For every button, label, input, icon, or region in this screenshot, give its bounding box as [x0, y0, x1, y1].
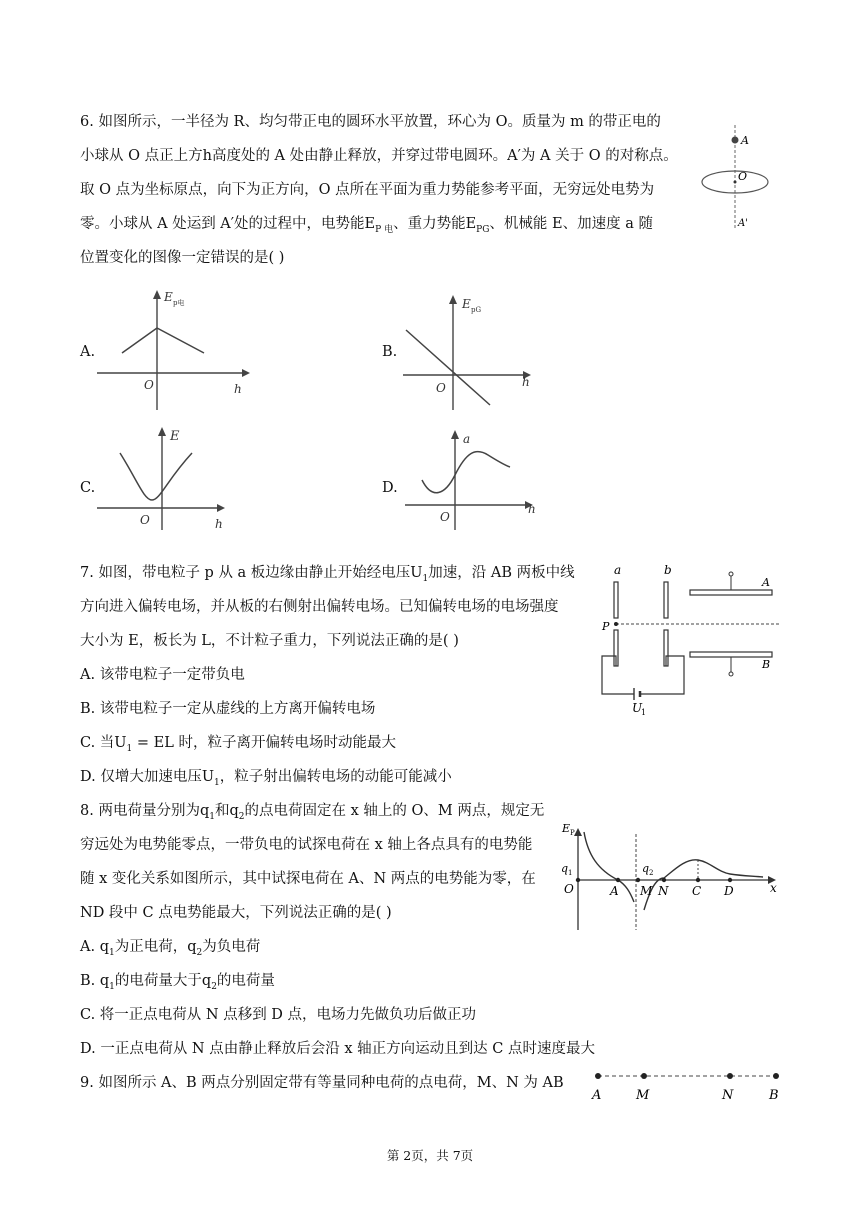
q8-option-b-s1: 1 [109, 981, 115, 992]
q7-line-2: 方向进入偏转电场，并从板的右侧射出偏转电场。已知偏转电场的电场强度 [80, 599, 559, 615]
q7-option-d [80, 767, 452, 793]
q8-option-a [80, 937, 260, 963]
q8-line-1-s1: 1 [209, 811, 215, 822]
q7-option-b: B. 该带电粒子一定从虚线的上方离开偏转电场 [80, 701, 376, 717]
q8-fig-label-c: C [692, 884, 702, 898]
q8-fig-label-n: N [658, 884, 669, 898]
q6-line-1: 6. 如图所示，一半径为 R、均匀带正电的圆环水平放置，环心为 O。质量为 m 的带正电的 [80, 114, 661, 130]
q6-fig-label-a: A [741, 134, 749, 147]
q6-line-4-head: 零。小球从 A 处运到 A′处的过程中，电势能E [80, 216, 376, 232]
q6-line-3: 取 O 点为坐标原点，向下为正方向，O 点所在平面为重力势能参考平面，无穷远处电势为 [80, 182, 655, 198]
q9-fig-label-a: A [592, 1088, 602, 1103]
q7-fig-label-lower-plate: B [762, 658, 771, 671]
q7-fig-label-upper-plate: A [762, 576, 770, 589]
q6-epg-sub: PG [476, 224, 490, 235]
q8-fig-label-q2: q [642, 862, 650, 875]
q8-line-1-a: 8. 两电荷量分别为q [80, 803, 210, 819]
q7-deflection-figure [596, 560, 786, 717]
q8-option-c: C. 将一正点电荷从 N 点移到 D 点，电场力先做负功后做正功 [80, 1007, 477, 1023]
q8-line-1-s2: 2 [238, 811, 245, 822]
q9-fig-label-b: B [769, 1088, 779, 1103]
q6-graph-d-xlabel: h [528, 502, 536, 516]
q9-figure [588, 1066, 788, 1106]
q6-graph-c-ylabel: E [170, 429, 180, 444]
q8-ep-x-figure [558, 820, 783, 935]
q7-option-d-sub: 1 [214, 777, 220, 788]
q6-ring-figure [700, 120, 780, 235]
q8-option-b-c: 的电荷量 [216, 973, 275, 989]
q8-option-a-s2: 2 [196, 947, 203, 958]
q8-line-1 [80, 801, 544, 827]
q7-fig-label-b-plate: b [664, 563, 672, 577]
q9-line-1: 9. 如图所示 A、B 两点分别固定带有等量同种电荷的点电荷，M、N 为 AB [80, 1075, 564, 1091]
q7-line-1-rest: 加速，沿 AB 两板中线 [428, 565, 575, 581]
page-footer: 第 2页，共 7页 [386, 1148, 474, 1163]
q7-option-c [80, 733, 396, 759]
q6-line-4-mid: 、重力势能E [393, 216, 477, 232]
q8-fig-label-o: O [564, 882, 574, 896]
q6-graph-b-origin: O [436, 381, 446, 395]
q8-option-a-b: 为正电荷，q [114, 939, 197, 955]
q6-line-2: 小球从 O 点正上方h高度处的 A 处由静止释放，并穿过带电圆环。A′为 A 关于 O 的对称点。 [80, 148, 678, 164]
q6-line-4-tail: 、机械能 E、加速度 a 随 [489, 216, 653, 232]
q6-graph-b-ysub: pG [471, 306, 482, 314]
q9-fig-label-n: N [722, 1088, 734, 1103]
q8-fig-label-ep: E [562, 822, 571, 835]
q8-option-a-s1: 1 [108, 947, 115, 958]
q6-option-c-label: C. [80, 480, 96, 496]
q6-ep-sub: P 电 [375, 224, 394, 235]
q6-graph-b-ylabel: E [462, 297, 471, 311]
q8-fig-label-q1-sub: 1 [568, 869, 573, 877]
q7-line-1-head: 7. 如图，带电粒子 p 从 a 板边缘由静止开始经电压U [80, 565, 423, 581]
q9-fig-label-m: M [636, 1088, 650, 1103]
q8-fig-label-q1: q [561, 862, 569, 875]
q8-line-1-c: 的点电荷固定在 x 轴上的 O、M 两点，规定无 [244, 803, 545, 819]
q6-graph-a-xlabel: h [234, 382, 242, 396]
q8-option-a-c: 为负电荷 [202, 939, 261, 955]
q6-line-5: 位置变化的图像一定错误的是( ) [80, 250, 285, 266]
q6-graph-b-xlabel: h [522, 375, 530, 389]
q8-option-a-a: A. q [80, 939, 109, 955]
q7-fig-label-p: P [602, 620, 610, 633]
q6-graph-c [92, 420, 242, 535]
q7-line-3: 大小为 E，板长为 L，不计粒子重力，下列说法正确的是( ) [80, 633, 459, 649]
q6-graph-d [400, 425, 550, 535]
q7-fig-label-u-sub: 1 [641, 708, 647, 717]
q6-graph-d-origin: O [440, 510, 450, 524]
q7-option-c-head: C. 当U [80, 735, 127, 751]
q8-fig-label-q2-sub: 2 [649, 869, 654, 877]
q6-graph-c-origin: O [140, 513, 150, 527]
q8-option-b [80, 971, 275, 997]
q8-option-d: D. 一正点电荷从 N 点由静止释放后会沿 x 轴正方向运动且到达 C 点时速度最大 [80, 1041, 595, 1057]
q8-option-b-b: 的电荷量大于q [114, 973, 212, 989]
q6-graph-c-xlabel: h [215, 517, 223, 531]
q8-line-1-b: 和q [214, 803, 239, 819]
q8-option-b-a: B. q [80, 973, 110, 989]
q6-graph-d-ylabel: a [463, 432, 471, 446]
q8-fig-label-x: x [770, 881, 777, 895]
q6-option-b-label: B. [382, 344, 398, 360]
q6-graph-b [398, 290, 548, 415]
q6-line-4 [80, 214, 653, 240]
q7-option-d-head: D. 仅增大加速电压U [80, 769, 215, 785]
q8-option-b-s2: 2 [211, 981, 217, 992]
q6-option-a-label: A. [80, 344, 96, 360]
q8-line-4: ND 段中 C 点电势能最大，下列说法正确的是( ) [80, 905, 392, 921]
q7-option-d-rest: ，粒子射出偏转电场的动能可能减小 [219, 769, 452, 785]
q7-line-1 [80, 563, 575, 589]
q6-graph-a-ysub: p电 [173, 299, 185, 307]
q7-option-c-rest: = EL 时，粒子离开偏转电场时动能最大 [132, 735, 396, 751]
q8-fig-label-m: M [640, 884, 653, 898]
q6-fig-label-a-prime: A' [738, 218, 748, 229]
q7-option-c-sub: 1 [126, 743, 133, 754]
q6-option-d-label: D. [382, 480, 398, 496]
q7-fig-label-a-plate: a [614, 563, 622, 577]
q7-fig-label-u: U [632, 701, 643, 715]
q6-graph-a-ylabel: E [164, 290, 173, 304]
q7-option-a: A. 该带电粒子一定带负电 [80, 667, 245, 683]
q8-fig-label-a: A [610, 884, 619, 898]
q8-fig-label-d: D [724, 884, 734, 898]
q6-fig-label-o: O [738, 170, 748, 183]
q6-graph-a-origin: O [144, 378, 154, 392]
q8-fig-label-ep-sub: P [570, 829, 575, 837]
q7-u1-sub: 1 [422, 573, 429, 584]
q6-graph-a [92, 285, 252, 415]
q8-line-3: 随 x 变化关系如图所示，其中试探电荷在 A、N 两点的电势能为零，在 [80, 871, 536, 887]
q8-line-2: 穷远处为电势能零点，一带负电的试探电荷在 x 轴上各点具有的电势能 [80, 837, 533, 853]
